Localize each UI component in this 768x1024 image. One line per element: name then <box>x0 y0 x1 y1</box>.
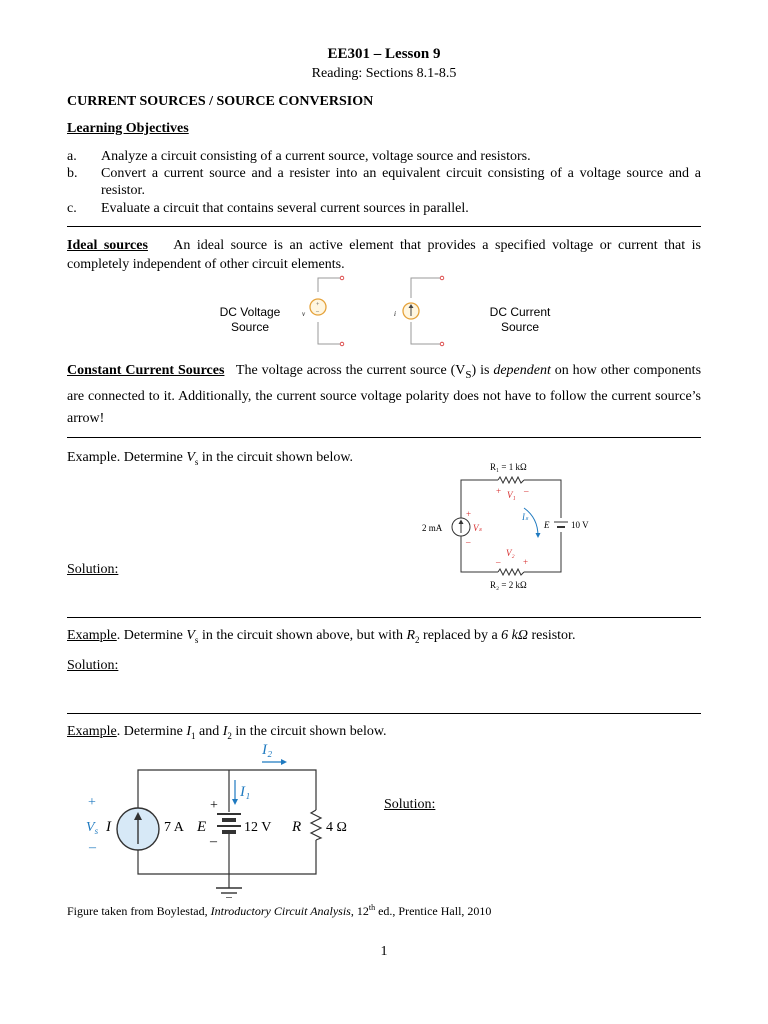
vs-plus: + <box>88 795 96 810</box>
example3-solution-label: Solution: <box>384 797 436 812</box>
dc-current-label-line1: DC Current <box>489 305 551 319</box>
example3-label: Example <box>67 724 117 739</box>
objective-item-a <box>67 148 701 165</box>
page-number: 1 <box>380 944 388 959</box>
e-value: 12 V <box>244 820 272 835</box>
i-source-value: 7 A <box>164 820 184 835</box>
example1-prompt <box>67 450 353 467</box>
circuit-wire-bottom <box>138 840 316 874</box>
voltage-source-wire-bottom <box>318 322 340 344</box>
battery-gap <box>558 523 564 526</box>
example2-var-sub: s <box>194 634 199 645</box>
example3-text-b: and <box>195 724 223 739</box>
example1-var: V <box>186 450 195 465</box>
v-symbol: v <box>302 310 306 318</box>
i-source-label: I <box>106 819 111 835</box>
is-label: Iₛ <box>522 512 529 522</box>
example2-var2-sub: 2 <box>415 634 420 645</box>
i2-label: I₂ <box>262 742 273 758</box>
example2-label: Example <box>67 628 117 643</box>
source-value-label: 2 mA <box>422 523 443 533</box>
i2-arrowhead <box>281 759 287 765</box>
v2-plus: + <box>523 557 529 567</box>
constant-current-text-c: on how other components are connected to it. Additionally, the current source voltage polarity does not have to follow the current source’s arrow! <box>67 363 702 426</box>
section-title: CURRENT SOURCES / SOURCE CONVERSION <box>67 94 374 109</box>
objective-item-c <box>67 200 701 217</box>
dc-voltage-label-line1: DC Voltage <box>219 305 281 319</box>
example3-var1-sub: 1 <box>191 730 196 741</box>
objectives-heading: Learning Objectives <box>67 121 189 136</box>
example2-var: V <box>186 628 195 643</box>
current-source-wire-bottom <box>411 322 440 344</box>
constant-current-emphasis: dependent <box>493 363 551 378</box>
example3-text-a: . Determine <box>116 724 187 739</box>
ideal-sources-heading: Ideal sources <box>67 238 148 253</box>
e-label: E <box>197 819 207 835</box>
objective-item-b <box>67 165 701 199</box>
terminal-dot <box>440 276 444 280</box>
ideal-sources-paragraph <box>67 236 701 274</box>
example2-var2: R <box>406 628 416 643</box>
example2-text-c: replaced by a <box>419 628 502 643</box>
divider <box>67 437 701 438</box>
ideal-sources-text: An ideal source is an active element that provides a specified voltage or current that is completely independent of other circuit elements. <box>67 238 701 272</box>
e-plus: + <box>210 798 218 813</box>
r2-label: R₂ = 2 kΩ <box>490 580 527 590</box>
example3-var1: I <box>186 724 192 739</box>
divider <box>67 617 701 618</box>
ideal-sources-figure <box>296 274 456 352</box>
voltage-source-plus: + <box>316 302 320 308</box>
example2-solution-label: Solution: <box>67 658 119 673</box>
constant-current-heading: Constant Current Sources <box>67 363 225 378</box>
example2-text-a: . Determine <box>116 628 187 643</box>
dc-voltage-label <box>210 305 290 335</box>
example2-value: 6 kΩ <box>501 628 528 643</box>
example3-var2-sub: 2 <box>227 730 232 741</box>
current-source-wire-top <box>411 278 440 298</box>
constant-current-text-b: ) is <box>471 363 494 378</box>
resistor-r <box>311 810 321 840</box>
example3-text-c: in the circuit shown below. <box>231 724 387 739</box>
v2-minus: – <box>496 557 501 567</box>
terminal-dot <box>440 342 444 346</box>
objective-text: Evaluate a circuit that contains several current sources in parallel. <box>101 201 469 216</box>
voltage-source-wire-top <box>318 278 340 292</box>
e-label: E <box>544 520 550 530</box>
terminal-dot <box>340 342 344 346</box>
example3-var2: I <box>222 724 228 739</box>
vs-label: $V_s$ <box>86 820 99 836</box>
i1-label: I₁ <box>240 784 251 800</box>
circuit-wire-top <box>138 770 316 810</box>
e-value-label: 10 V <box>571 520 589 530</box>
r-label: R <box>292 819 302 835</box>
example1-circuit <box>420 456 610 592</box>
objective-marker: a. <box>67 149 77 164</box>
objective-text: Convert a current source and a resister into an equivalent circuit consisting of a voltage source and a resistor. <box>101 166 701 198</box>
divider <box>67 226 701 227</box>
v1-label: V₁ <box>507 490 516 500</box>
v1-plus: + <box>496 486 502 496</box>
r1-label: R₁ = 1 kΩ <box>490 462 527 472</box>
vs-minus: – <box>466 537 471 547</box>
example2-text-b: in the circuit shown above, but with <box>198 628 407 643</box>
dc-current-label <box>478 305 562 335</box>
constant-current-paragraph <box>67 360 701 430</box>
credit-text-c: ed., Prentice Hall, 2010 <box>375 904 492 918</box>
credit-sup: th <box>368 903 376 912</box>
vs-minus: – <box>89 840 96 855</box>
dc-current-label-line2: Source <box>500 320 540 334</box>
vs-label: Vₛ <box>473 523 482 533</box>
v2-label: V₂ <box>506 548 515 558</box>
constant-current-sub: S <box>465 368 472 381</box>
voltage-source-minus: – <box>316 309 319 315</box>
e-minus: – <box>210 834 217 849</box>
objective-text: Analyze a circuit consisting of a current source, voltage source and resistors. <box>101 149 531 164</box>
i1-arrowhead <box>232 799 238 805</box>
divider <box>67 713 701 714</box>
example2-prompt <box>67 628 575 645</box>
example1-var-sub: s <box>194 456 199 467</box>
dc-voltage-label-line2: Source <box>230 320 270 334</box>
objective-marker: b. <box>67 166 78 181</box>
figure-credit <box>67 903 491 919</box>
example1-text-b: in the circuit shown below. <box>198 450 354 465</box>
example3-circuit <box>80 738 360 898</box>
credit-text-a: Figure taken from Boylestad, <box>67 904 211 918</box>
example1-text-a: Example. Determine <box>67 450 187 465</box>
constant-current-text-a: The voltage across the current source (V <box>235 363 466 378</box>
example2-text-d: resistor. <box>528 628 576 643</box>
terminal-dot <box>340 276 344 280</box>
objective-marker: c. <box>67 201 77 216</box>
example1-solution-label: Solution: <box>67 562 119 577</box>
reading-line: Reading: Sections 8.1-8.5 <box>311 66 457 81</box>
i-symbol: i <box>394 310 396 318</box>
credit-book-title: Introductory Circuit Analysis <box>210 904 351 918</box>
credit-text-b: , 12 <box>350 904 369 918</box>
is-current-arrowhead <box>536 533 541 538</box>
vs-plus: + <box>466 509 472 519</box>
lesson-title: EE301 – Lesson 9 <box>327 46 441 62</box>
r-value: 4 Ω <box>326 820 347 835</box>
v1-minus: – <box>524 486 529 496</box>
